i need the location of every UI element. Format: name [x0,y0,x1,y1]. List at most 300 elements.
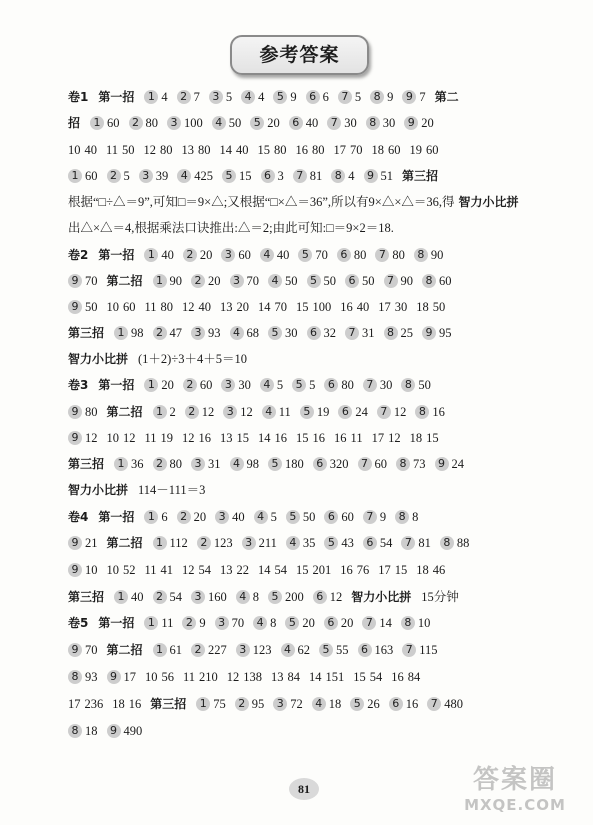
question-number-badge: 6 [358,643,372,657]
answer-item [183,245,213,265]
answer-item [161,428,174,448]
answer-item [129,113,159,133]
answer-value: 36 [131,457,144,471]
answer-item [215,507,245,527]
answer-value: 80 [85,405,98,419]
answer-item [363,375,393,395]
question-number-badge: 5 [268,326,282,340]
answer-value: 18 [85,724,98,738]
answer-value: 60 [439,274,452,288]
answer-item [68,640,98,660]
watermark-logo-text: 答案圈 [472,765,557,795]
question-number-badge: 2 [235,697,249,711]
question-number-badge: 1 [144,248,158,262]
answer-value: 227 [208,643,227,657]
answer-item [293,166,323,186]
answer-item [285,613,315,633]
question-number-badge: 6 [389,697,403,711]
answer-value: 123 [213,536,233,550]
answer-item [281,640,311,660]
question-number-badge: 9 [68,431,82,445]
question-number-badge: 5 [298,248,312,262]
answer-item [395,560,408,580]
answer-value: 40 [161,248,174,262]
question-number-badge: 2 [153,590,167,604]
answer-value: 43 [341,536,354,550]
question-number-badge: 3 [221,248,235,262]
answer-item [236,587,259,607]
question-number-badge: 5 [350,697,364,711]
question-number-badge: 5 [300,405,314,419]
answer-value: 98 [131,326,144,340]
answer-value: 163 [374,643,394,657]
question-number-badge: 9 [107,724,121,738]
answer-item [191,587,227,607]
answer-value: 30 [394,300,408,314]
answer-item [268,587,304,607]
answer-item [68,402,98,422]
answer-item [230,454,260,474]
answer-value: 12 [123,431,136,445]
question-number-badge: 3 [273,697,287,711]
answer-item [144,507,167,527]
answer-line [68,613,549,633]
answer-value: 6 [322,90,329,104]
answer-item [364,166,394,186]
answer-item [402,87,425,107]
answer-item [351,428,363,448]
answer-item [377,402,407,422]
answer-value: 80 [160,300,174,314]
question-number-badge: 2 [153,326,167,340]
answer-value: 54 [169,590,183,604]
answer-item [327,113,357,133]
answer-text: 13 [181,143,195,157]
answer-value: 54 [369,670,383,684]
question-number-badge: 5 [222,169,236,183]
answer-value: 60 [238,248,251,262]
question-number-badge: 6 [363,536,377,550]
answer-value: 70 [274,300,288,314]
answer-text: 16 [295,143,309,157]
question-number-badge: 7 [402,643,416,657]
answer-value: 60 [199,378,213,392]
answer-text: 18 [416,563,429,577]
question-number-badge: 5 [250,116,264,130]
answer-item [237,560,250,580]
answer-value: 40 [236,143,249,157]
answer-text: 17 [333,143,347,157]
question-number-badge: 3 [215,510,229,524]
answer-value: 100 [184,116,203,130]
answer-value: 60 [374,457,388,471]
question-number-badge: 2 [177,510,191,524]
question-number-badge: 9 [68,300,82,314]
answer-value: 20 [267,116,280,130]
answer-value: 15 [426,431,439,445]
answer-value: 5 [225,90,233,104]
watermark-url: MXQE.COM [464,796,566,814]
question-number-badge: 1 [153,643,167,657]
section-label: 第一招 [98,248,135,262]
answer-value: 20 [208,274,221,288]
answer-value: 40 [232,510,245,524]
question-number-badge: 5 [273,90,287,104]
answer-value: 16 [128,697,142,711]
answer-text: 15 [296,300,309,314]
question-number-badge: 2 [177,90,191,104]
answer-value: 84 [407,670,421,684]
answer-value: 90 [400,274,414,288]
answer-value: 50 [362,274,375,288]
answer-text: 18 [371,143,385,157]
question-number-badge: 5 [285,616,299,630]
answer-value: 4 [348,169,355,183]
section-label: 第三招 [68,457,105,471]
answer-text: 10 [145,670,158,684]
answer-line [68,694,549,714]
answer-item [433,297,446,317]
answer-item [262,402,291,422]
answer-line [68,428,549,448]
question-number-badge: 1 [153,274,167,288]
answer-value: 21 [85,536,98,550]
answer-item [363,507,386,527]
answer-item [182,613,205,633]
question-number-badge: 7 [377,405,391,419]
answer-item [68,271,98,291]
answer-item [307,323,337,343]
answer-text: 14 [219,143,233,157]
answer-item [250,113,280,133]
answer-value: 90 [430,248,444,262]
answer-text: 12 [143,143,157,157]
section-label: 卷1 [68,90,89,104]
answer-value: 20 [302,616,315,630]
answer-item [107,721,143,741]
answer-value: 80 [169,457,183,471]
question-number-badge: 1 [144,90,158,104]
answer-value: 80 [160,143,173,157]
answer-text: 14 [258,431,271,445]
answer-item [253,613,276,633]
answer-item [199,667,218,687]
answer-item [370,667,383,687]
answer-value: 47 [169,326,183,340]
question-number-badge: 1 [114,457,128,471]
question-number-badge: 4 [262,405,276,419]
answer-value: 160 [208,590,227,604]
answer-value: 46 [432,563,446,577]
answer-value: 40 [276,248,290,262]
answer-item [254,507,277,527]
answer-value: 8 [270,616,277,630]
answer-text: 16 [340,563,353,577]
answer-item [357,297,370,317]
question-number-badge: 2 [153,457,167,471]
answer-item [433,560,446,580]
answer-value: 40 [305,116,319,130]
answer-item [440,533,470,553]
answer-item [261,166,284,186]
answer-item [161,560,174,580]
answer-value: 70 [315,248,328,262]
answer-value: 54 [198,563,212,577]
answer-item [375,245,405,265]
answer-text: 15分钟 [421,590,459,604]
question-number-badge: 7 [345,326,359,340]
answer-line [68,87,549,107]
answer-value: 76 [356,563,370,577]
question-number-badge: 1 [68,169,82,183]
answer-item [153,587,183,607]
answer-text: 18 [112,697,125,711]
answer-item [260,375,283,395]
question-number-badge: 7 [384,274,398,288]
answer-item [153,454,183,474]
section-label: 卷4 [68,510,89,524]
answer-value: 95 [439,326,452,340]
answer-value: 80 [198,143,211,157]
answer-value: 201 [312,563,332,577]
question-number-badge: 3 [242,536,256,550]
question-number-badge: 6 [307,326,321,340]
question-number-badge: 2 [185,405,199,419]
answer-item [199,297,212,317]
section-label: 第一招 [98,90,135,104]
question-number-badge: 1 [90,116,104,130]
answer-item [414,245,444,265]
question-number-badge: 5 [324,536,338,550]
answer-item [177,87,200,107]
question-number-badge: 5 [319,643,333,657]
question-number-badge: 1 [153,405,167,419]
answer-text: 15 [353,670,366,684]
answer-item [144,87,167,107]
question-number-badge: 2 [197,536,211,550]
question-number-badge: 9 [68,274,82,288]
answer-item [312,694,342,714]
watermark-logo [445,765,585,821]
answer-item [395,297,408,317]
answer-item [68,166,98,186]
answer-text: 12 [182,431,195,445]
section-label: 第三招 [150,697,187,711]
answer-item [307,271,337,291]
answer-value: 70 [246,274,260,288]
answer-value: 95 [251,697,265,711]
answer-item [139,166,169,186]
answer-line [68,192,549,212]
answer-value: 30 [344,116,357,130]
answer-line [68,113,549,133]
question-number-badge: 5 [286,510,300,524]
answer-value: 60 [426,143,439,157]
question-number-badge: 1 [144,510,158,524]
answer-item [313,454,349,474]
question-number-badge: 4 [281,643,295,657]
answer-item [191,271,221,291]
answer-value: 60 [123,300,136,314]
answer-item [350,694,380,714]
answer-value: 50 [122,143,135,157]
section-label: 第一招 [98,510,135,524]
answer-item [107,667,137,687]
answer-item [292,375,315,395]
question-number-badge: 6 [337,248,351,262]
answer-item [153,323,183,343]
answer-value: 26 [367,697,380,711]
answer-text: 14 [309,670,322,684]
question-number-badge: 6 [261,169,275,183]
answer-value: 425 [194,169,213,183]
answer-item [160,140,173,160]
answer-item [123,297,136,317]
answer-item [388,140,401,160]
answer-value: 12 [329,590,343,604]
answer-value: 180 [285,457,304,471]
answer-value: 60 [388,143,401,157]
answer-value: 151 [325,670,345,684]
answer-item [123,428,136,448]
answer-value: 236 [84,697,104,711]
answer-value: 70 [231,616,245,630]
question-number-badge: 4 [260,378,274,392]
question-number-badge: 9 [435,457,449,471]
answer-value: 8 [252,590,260,604]
answer-text: 17 [371,431,385,445]
answer-item [324,375,354,395]
answer-value: 12 [388,431,401,445]
answer-item [221,375,251,395]
section-label: 第三招 [68,590,105,604]
question-number-badge: 7 [338,90,352,104]
answer-value: 5 [276,378,284,392]
answer-value: 50 [285,274,298,288]
answer-line [68,533,549,553]
answer-item [415,402,445,422]
question-number-badge: 6 [324,378,338,392]
answer-item [313,428,326,448]
answer-item [275,428,288,448]
question-number-badge: 3 [191,326,205,340]
question-number-badge: 7 [362,616,376,630]
answer-value: 60 [107,116,120,130]
answer-item [422,323,452,343]
answer-value: 31 [362,326,375,340]
question-number-badge: 8 [395,510,409,524]
answer-value: 88 [456,536,470,550]
question-number-badge: 7 [427,697,441,711]
answer-line [68,297,549,317]
answer-value: 40 [84,143,97,157]
question-number-badge: 9 [364,169,378,183]
answer-text: 12 [182,300,195,314]
answer-value: 40 [356,300,370,314]
answer-value: 5 [354,90,362,104]
answer-value: 80 [392,248,405,262]
answer-value: 9 [379,510,387,524]
question-number-badge: 4 [312,697,326,711]
answer-text: (1＋2)÷3＋4＋5＝10 [138,352,247,366]
question-number-badge: 6 [345,274,359,288]
answer-item [286,507,316,527]
answer-item [230,323,260,343]
answer-value: 4 [258,90,265,104]
answer-value: 24 [355,405,368,419]
answer-value: 5 [123,169,130,183]
answer-value: 16 [432,405,445,419]
question-number-badge: 7 [401,536,415,550]
answer-text: 13 [220,563,233,577]
answer-item [107,166,130,186]
answer-value: 19 [160,431,174,445]
section-label: 第一招 [98,378,135,392]
section-label: 第三招 [402,169,439,183]
question-number-badge: 9 [68,643,82,657]
answer-value: 200 [285,590,304,604]
answer-item [198,140,211,160]
answer-value: 98 [246,457,260,471]
question-number-badge: 6 [324,510,338,524]
answer-item [260,245,290,265]
answer-line [68,245,549,265]
answer-item [384,271,414,291]
answer-line [68,271,549,291]
answer-item [191,323,221,343]
answer-item [199,428,212,448]
answer-text: 12 [182,563,195,577]
answer-text: 11 [106,143,119,157]
answer-value: 11 [350,431,363,445]
answer-text: 16 [334,431,347,445]
answer-value: 70 [350,143,363,157]
answer-item [177,507,207,527]
answer-item [404,113,434,133]
answer-text: 14 [258,300,271,314]
answer-item [300,402,330,422]
answer-item [144,245,174,265]
section-label: 智力小比拼 [351,590,412,604]
answer-value: 12 [201,405,215,419]
answer-value: 62 [297,643,311,657]
answer-item [242,533,277,553]
answer-value: 10 [417,616,431,630]
answer-text: 15 [257,143,271,157]
answer-item [384,323,414,343]
answer-value: 100 [312,300,332,314]
question-number-badge: 9 [402,90,416,104]
answer-value: 9 [387,90,394,104]
section-label: 第二 [434,90,459,104]
answer-item [85,140,98,160]
answer-value: 20 [236,300,250,314]
question-number-badge: 8 [68,670,82,684]
answer-text: 17 [378,563,391,577]
answer-value: 112 [169,536,188,550]
answer-line [68,323,549,343]
answer-text: 10 [106,563,119,577]
question-number-badge: 5 [307,274,321,288]
answer-item [123,560,136,580]
answer-text: 11 [144,431,157,445]
answer-value: 93 [208,326,221,340]
answer-value: 80 [353,248,367,262]
answer-item [396,454,426,474]
answer-item [313,560,332,580]
answer-item [237,428,250,448]
answer-value: 81 [309,169,323,183]
